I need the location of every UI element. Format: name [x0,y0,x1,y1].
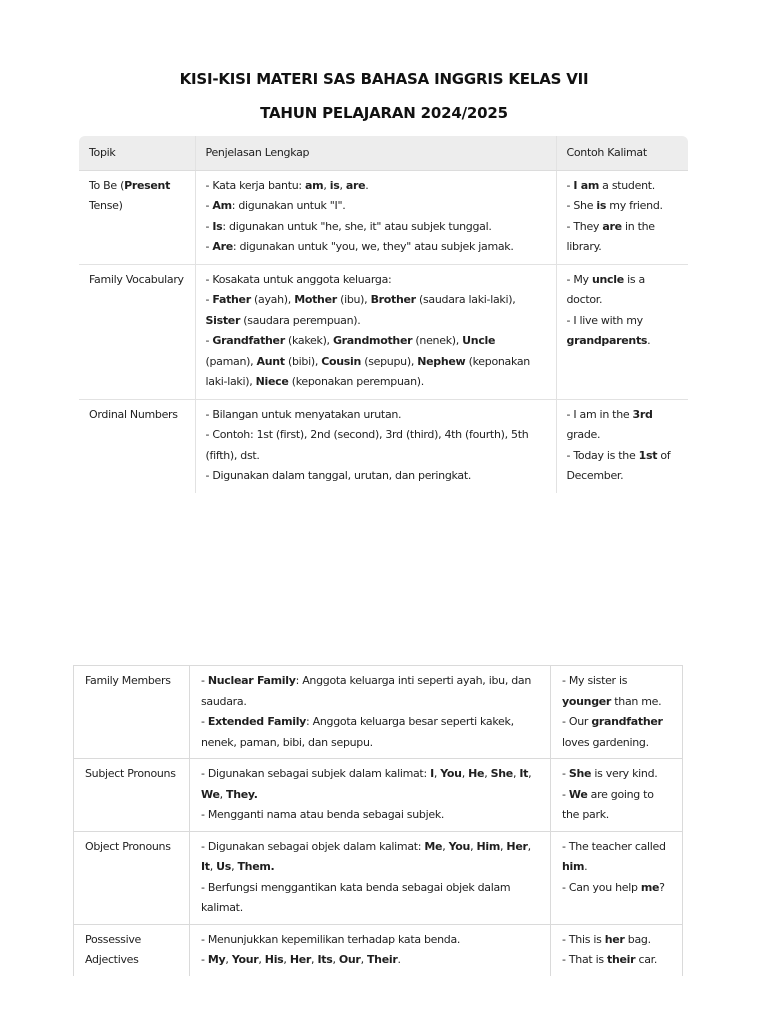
text-run: Possessive Adjectives [85,932,141,966]
example-line [562,785,672,826]
text-run: , [219,787,227,801]
explanation-cell [195,264,556,399]
text-run: - Digunakan sebagai objek dalam kalimat: [201,839,425,853]
bold-text: Are [212,240,233,253]
table-row [79,264,688,399]
text-run: , [209,860,217,873]
example-line [567,217,679,258]
text-run: - Kata kerja bantu: [205,178,306,192]
bold-text: Us [216,860,232,873]
materials-table-2 [73,665,683,976]
text-run: (saudara perempuan). [240,313,361,327]
topic-cell [79,399,195,493]
bold-text: her [604,932,625,946]
bold-text: are [602,219,622,233]
bold-text: It [519,767,529,780]
bold-text: You [448,839,471,853]
text-run: Subject Pronouns [85,767,176,780]
table-row [74,924,683,976]
explanation-line [201,950,540,971]
explanation-line [206,176,546,197]
text-run: - Our [562,715,592,728]
bold-text: He [468,767,485,780]
document-subtitle: TAHUN PELAJARAN 2024/2025 [260,104,508,122]
text-run: - [201,715,208,728]
text-run: - The teacher called [562,839,666,853]
text-run: , [500,839,507,853]
text-run: - [201,953,208,966]
text-run: - [205,334,213,347]
text-run: - Today is the [566,448,639,462]
text-run: - That is [562,953,607,966]
text-run: - Bilangan untuk menyatakan urutan. [205,407,402,421]
text-run: - I am in the [566,407,633,421]
explanation-line [201,837,540,878]
text-run: - [205,240,213,253]
text-run: : digunakan untuk "I". [231,199,346,212]
text-run: a student. [598,178,655,192]
text-run: - [205,293,213,306]
bold-text: Aunt [256,354,285,368]
example-line [567,176,679,197]
text-run: - [566,178,574,192]
document-title: KISI-KISI MATERI SAS BAHASA INGGRIS KELAS VII [179,70,589,88]
bold-text: Is [212,219,223,233]
example-line [562,764,672,785]
explanation-line [206,196,546,217]
text-run: than me. [611,694,662,708]
text-run: - They [566,219,603,233]
explanation-line [201,764,540,805]
bold-text: grandparents [566,334,648,347]
topic-cell [74,759,190,832]
text-run: , [442,839,449,853]
text-run: - [205,199,213,212]
bold-text: Nuclear Family [207,674,296,687]
text-run: Family Vocabulary [89,272,184,286]
text-run: - This is [562,932,605,946]
example-line [562,878,672,899]
text-run: - She [566,199,597,212]
text-run: is a doctor. [566,272,645,306]
bold-text: She [568,767,592,780]
text-run: , [258,953,265,966]
example-cell [551,666,683,759]
text-run: (keponakan perempuan). [288,375,424,388]
text-run: To Be ( [89,178,125,192]
bold-text: 1st [638,448,658,462]
text-run: (nenek), [412,334,463,347]
bold-text: him [562,860,585,873]
text-run: , [332,953,339,966]
text-run: (saudara laki-laki), [415,293,516,306]
bold-text: Your [231,953,259,966]
example-line [567,196,679,217]
text-run: (ibu), [336,293,371,306]
table-row [79,170,688,264]
text-run: car. [635,953,658,966]
explanation-line [201,712,540,753]
bold-text: My [207,953,226,966]
text-run: (kakek), [284,334,333,347]
example-line [562,930,672,951]
text-run: (keponakan laki-laki), [205,354,530,388]
explanation-line [201,878,540,919]
bold-text: Father [212,293,251,306]
bold-text: younger [562,694,612,708]
text-run: , [283,953,290,966]
text-run: (paman), [205,354,257,368]
text-run: . [584,860,588,873]
example-cell [551,759,683,832]
example-line [562,837,672,878]
text-run: (bibi), [284,354,322,368]
text-run: of December. [566,448,671,482]
explanation-line [201,671,540,712]
example-cell [551,924,683,976]
text-run: , [470,839,477,853]
table-row [74,759,683,832]
explanation-line [206,466,546,487]
text-run: , [433,767,441,780]
example-line [562,671,672,712]
example-line [562,950,672,971]
text-run: - [562,787,569,801]
explanation-cell [190,759,551,832]
text-run: . [647,334,651,347]
table-row [74,831,683,924]
bold-text: Niece [255,375,289,388]
text-run: : Anggota keluarga inti seperti ayah, ibu, dan saudara. [201,674,532,708]
text-run: , [311,953,318,966]
bold-text: Our [338,953,361,966]
explanation-cell [190,666,551,759]
bold-text: Sister [205,313,241,327]
text-run: is very kind. [591,767,658,780]
text-run: - [562,767,569,780]
text-run: bag. [624,932,651,946]
topic-cell [74,666,190,759]
bold-text: Uncle [462,334,496,347]
bold-text: Cousin [321,354,362,368]
text-run: - Berfungsi menggantikan kata benda sebagai objek dalam kalimat. [201,880,511,914]
text-run: , [231,860,238,873]
bold-text: Mother [294,293,337,306]
text-run: (ayah), [250,293,295,306]
text-run: - Digunakan sebagai subjek dalam kalimat: [201,767,431,780]
explanation-line [206,405,546,426]
bold-text: Nephew [417,354,466,368]
example-cell [556,170,688,264]
bold-text: Grandmother [332,334,413,347]
bold-text: Her [506,839,528,853]
explanation-cell [190,924,551,976]
text-run: , [461,767,469,780]
text-run: (sepupu), [361,354,418,368]
text-run: - My [566,272,592,286]
text-run: - Digunakan dalam tanggal, urutan, dan peringkat. [205,469,472,482]
explanation-cell [195,399,556,493]
bold-text: Am [212,199,232,212]
text-run: , [512,767,520,780]
text-run: , [323,178,330,192]
text-run: - Mengganti nama atau benda sebagai subjek. [201,808,445,821]
text-run: in the library. [566,219,655,253]
example-line [567,311,679,352]
bold-text: Brother [370,293,416,306]
explanation-cell [190,831,551,924]
bold-text: It [201,860,210,873]
bold-text: You [440,767,462,780]
bold-text: We [568,787,588,801]
text-run: - Can you help [562,880,641,894]
text-run: : Anggota keluarga besar seperti kakek, nenek, paman, bibi, dan sepupu. [201,715,514,749]
example-line [567,270,679,311]
text-run: - [205,219,213,233]
bold-text: is [329,178,340,192]
text-run: - Kosakata untuk anggota keluarga: [205,272,392,286]
bold-text: Extended Family [207,715,307,728]
topic-cell [79,264,195,399]
bold-text: grandfather [591,715,663,728]
bold-text: Him [476,839,501,853]
text-run: - [201,674,208,687]
bold-text: their [607,953,636,966]
text-run: ? [659,880,665,894]
text-run: my friend. [606,199,663,212]
text-run: , [484,767,491,780]
table-row [74,666,683,759]
bold-text: She [490,767,513,780]
header-topic: Topik [79,136,195,170]
header-examples: Contoh Kalimat [556,136,688,170]
explanation-cell [195,170,556,264]
explanation-line [201,805,540,826]
header-explanation: Penjelasan Lengkap [195,136,556,170]
text-run: , [360,953,367,966]
bold-text: uncle [591,272,624,286]
example-cell [556,264,688,399]
bold-text: am [305,178,324,192]
bold-text: are [345,178,366,192]
text-run: . [397,953,401,966]
text-run: , [225,953,232,966]
example-cell [556,399,688,493]
bold-text: They. [226,787,258,801]
example-line [567,405,679,446]
explanation-line [206,425,546,466]
bold-text: Its [317,953,333,966]
bold-text: 3rd [632,407,653,421]
text-run: , [339,178,346,192]
text-run: Ordinal Numbers [89,407,178,421]
bold-text: Her [289,953,312,966]
explanation-line [201,930,540,951]
topic-cell [79,170,195,264]
example-line [567,446,679,487]
text-run: , [527,839,531,853]
bold-text: I [430,767,434,780]
text-run: loves gardening. [562,735,649,749]
text-run: - Menunjukkan kepemilikan terhadap kata benda. [201,932,461,946]
text-run: Tense) [89,199,123,212]
bold-text: Grandfather [212,334,285,347]
explanation-line [206,270,546,291]
text-run: - My sister is [562,674,628,687]
text-run: . [365,178,369,192]
example-line [562,712,672,753]
bold-text: Their [366,953,398,966]
bold-text: Them. [237,860,275,873]
bold-text: is [596,199,607,212]
text-run: : digunakan untuk "you, we, they" atau subjek jamak. [232,240,514,253]
table-header-row [79,136,688,170]
example-cell [551,831,683,924]
materials-table-1 [79,136,688,493]
text-run: , [528,767,532,780]
text-run: - I live with my [566,313,643,327]
text-run: - Contoh: 1st (first), 2nd (second), 3rd (third), 4th (fourth), 5th (fifth), dst. [205,428,529,462]
explanation-line [206,217,546,238]
text-run: grade. [566,428,601,441]
explanation-line [206,290,546,331]
text-run: Family Members [85,674,171,687]
table-row [79,399,688,493]
bold-text: Me [424,839,443,853]
bold-text: me [640,880,660,894]
text-run: : digunakan untuk "he, she, it" atau subjek tunggal. [222,219,492,233]
bold-text: I am [573,178,599,192]
topic-cell [74,924,190,976]
bold-text: His [264,953,284,966]
bold-text: We [201,787,220,801]
text-run: Object Pronouns [85,839,171,853]
bold-text: Present [124,178,171,192]
text-run: are going to the park. [562,787,654,821]
topic-cell [74,831,190,924]
explanation-line [206,237,546,258]
explanation-line [206,331,546,393]
